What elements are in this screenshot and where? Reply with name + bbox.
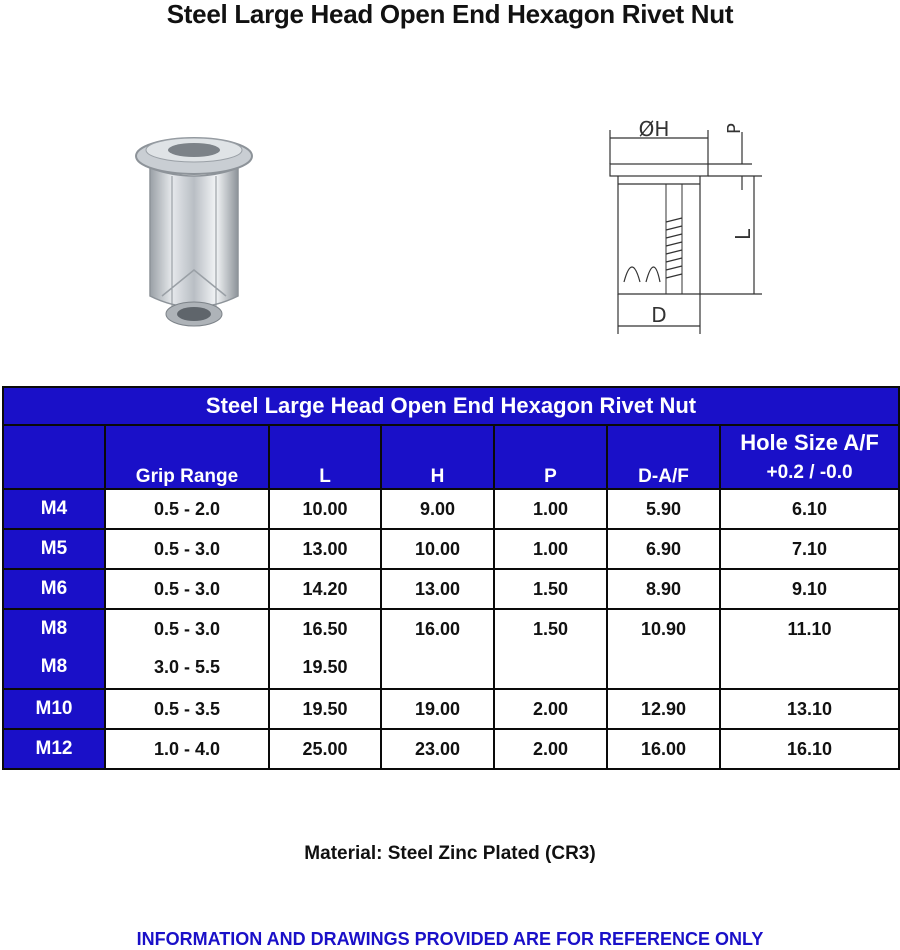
grip-cell: 0.5 - 3.0: [105, 569, 269, 609]
table-row: [3, 529, 899, 569]
grip-cell: 1.0 - 4.0: [105, 729, 269, 769]
table-header-row: [3, 425, 899, 489]
table-caption: Steel Large Head Open End Hexagon Rivet Nut: [3, 387, 899, 425]
grip-cell: 0.5 - 3.0: [105, 529, 269, 569]
l-cell: 19.50: [269, 689, 381, 729]
header-p: P: [494, 425, 607, 489]
h-cell: 9.00: [381, 489, 494, 529]
table-row: [3, 689, 899, 729]
p-value: 1.50: [532, 619, 569, 639]
header-hole-size: [720, 425, 899, 489]
dim-h-label: ØH: [638, 117, 670, 141]
d-cell: 6.90: [607, 529, 720, 569]
table-row: [3, 489, 899, 529]
size-cell: [3, 609, 105, 689]
h-value: 16.00: [414, 619, 461, 639]
hole-cell: 9.10: [720, 569, 899, 609]
size-value: M8: [40, 618, 68, 639]
size-value-2: M8: [40, 656, 68, 677]
l-value-2: 19.50: [302, 657, 348, 677]
disclaimer: INFORMATION AND DRAWINGS PROVIDED ARE FOR REFERENCE ONLY: [136, 929, 764, 949]
h-cell: 19.00: [381, 689, 494, 729]
p-cell: 1.00: [494, 489, 607, 529]
d-value: 10.90: [640, 619, 687, 639]
l-cell: 14.20: [269, 569, 381, 609]
h-cell: 13.00: [381, 569, 494, 609]
hole-cell: 6.10: [720, 489, 899, 529]
size-cell: M6: [3, 569, 105, 609]
d-cell: 12.90: [607, 689, 720, 729]
dim-l-label: L: [731, 228, 755, 240]
table-row: [3, 569, 899, 609]
d-cell: 16.00: [607, 729, 720, 769]
hole-cell: 13.10: [720, 689, 899, 729]
technical-drawing: [602, 112, 787, 342]
d-cell: [607, 609, 720, 689]
p-cell: 2.00: [494, 689, 607, 729]
p-cell: 2.00: [494, 729, 607, 769]
hole-cell: 7.10: [720, 529, 899, 569]
h-cell: [381, 609, 494, 689]
spec-table: [2, 386, 900, 770]
header-grip-range: Grip Range: [105, 425, 269, 489]
size-cell: M5: [3, 529, 105, 569]
hole-size-label: Hole Size A/F: [740, 430, 879, 455]
dim-d-label: D: [651, 303, 667, 327]
p-cell: [494, 609, 607, 689]
grip-cell: [105, 609, 269, 689]
p-cell: 1.00: [494, 529, 607, 569]
l-cell: 25.00: [269, 729, 381, 769]
hole-cell: 16.10: [720, 729, 899, 769]
size-cell: M12: [3, 729, 105, 769]
hole-size-tolerance: +0.2 / -0.0: [766, 462, 853, 483]
header-size: [3, 425, 105, 489]
l-value: 16.50: [302, 619, 348, 639]
d-cell: 8.90: [607, 569, 720, 609]
h-cell: 10.00: [381, 529, 494, 569]
grip-cell: 0.5 - 3.5: [105, 689, 269, 729]
grip-value: 0.5 - 3.0: [153, 619, 221, 639]
table-row: [3, 729, 899, 769]
header-d-af: D-A/F: [607, 425, 720, 489]
l-cell: 13.00: [269, 529, 381, 569]
d-cell: 5.90: [607, 489, 720, 529]
p-cell: 1.50: [494, 569, 607, 609]
l-cell: [269, 609, 381, 689]
rivet-nut-photo: [132, 128, 257, 338]
l-cell: 10.00: [269, 489, 381, 529]
hole-value: 11.10: [787, 619, 832, 639]
grip-value-2: 3.0 - 5.5: [153, 657, 221, 677]
size-cell: M4: [3, 489, 105, 529]
hole-cell: [720, 609, 899, 689]
grip-cell: 0.5 - 2.0: [105, 489, 269, 529]
table-row: [3, 609, 899, 689]
page-title: Steel Large Head Open End Hexagon Rivet Nut: [166, 0, 734, 29]
size-cell: M10: [3, 689, 105, 729]
h-cell: 23.00: [381, 729, 494, 769]
header-l: L: [269, 425, 381, 489]
header-h: H: [381, 425, 494, 489]
material-note: Material: Steel Zinc Plated (CR3): [304, 843, 596, 864]
dim-p-label: P: [724, 123, 745, 134]
